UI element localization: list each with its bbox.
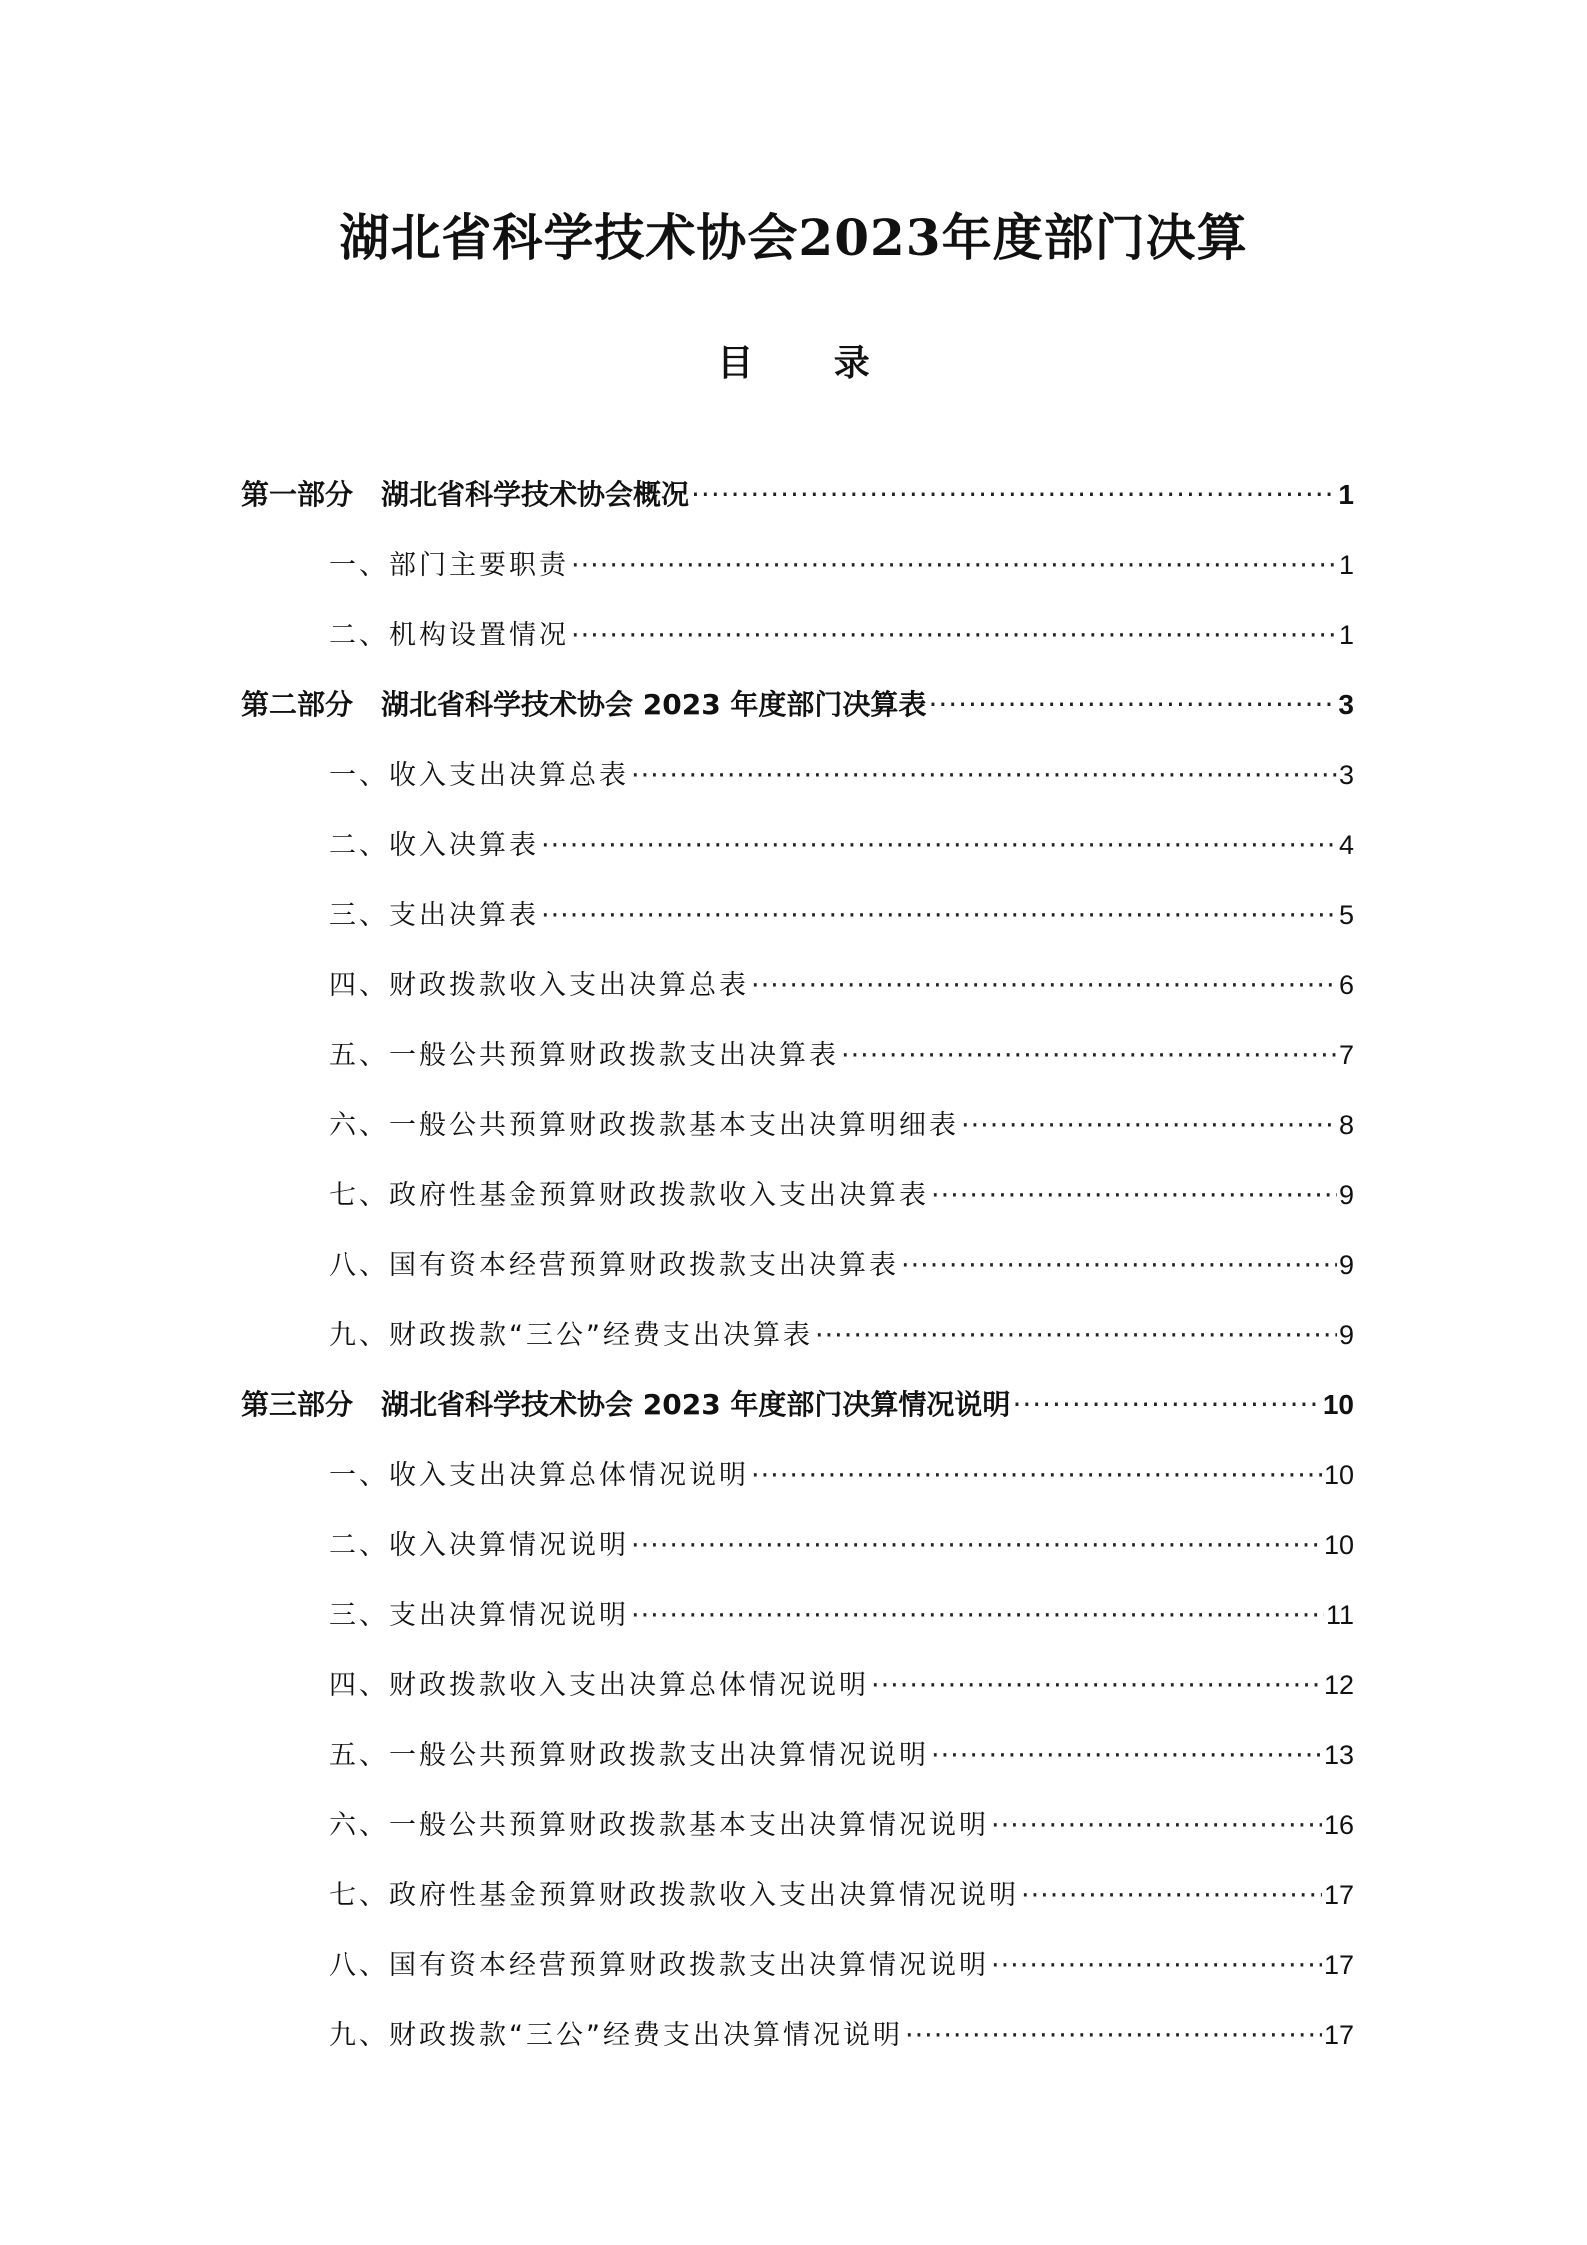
- toc-entry-label: 八、国有资本经营预算财政拨款支出决算情况说明: [329, 1950, 989, 1981]
- toc-dot-leader: [871, 1651, 1322, 1721]
- toc-entry[interactable]: [241, 530, 1354, 600]
- toc-dot-leader: [631, 1581, 1324, 1651]
- toc-dot-leader: [1021, 1861, 1322, 1931]
- toc-dot-leader: [541, 881, 1337, 951]
- toc-entry[interactable]: [241, 1300, 1354, 1370]
- toc-entry[interactable]: [241, 1020, 1354, 1090]
- toc-dot-leader: [815, 1301, 1337, 1371]
- toc-entry-label: 三、支出决算表: [329, 900, 539, 931]
- toc-page-number: 6: [1338, 970, 1354, 1000]
- toc-dot-leader: [991, 1791, 1322, 1861]
- toc-entry-label: 二、收入决算情况说明: [329, 1530, 629, 1561]
- toc-entry[interactable]: [241, 950, 1354, 1020]
- toc-page-number: 10: [1323, 1530, 1354, 1560]
- toc-page-number: 1: [1338, 550, 1354, 580]
- toc-entry-label: 九、财政拨款“三公”经费支出决算表: [329, 1320, 813, 1351]
- toc-page-number: 17: [1323, 2020, 1354, 2050]
- toc-dot-leader: [991, 1931, 1322, 2001]
- toc-page-number: 12: [1323, 1670, 1354, 1700]
- toc-entry-label: 七、政府性基金预算财政拨款收入支出决算表: [329, 1180, 929, 1211]
- toc-entry[interactable]: [241, 740, 1354, 810]
- toc-page-number: 5: [1338, 900, 1354, 930]
- toc-entry[interactable]: [241, 1160, 1354, 1230]
- toc-entry-label: 四、财政拨款收入支出决算总体情况说明: [329, 1670, 869, 1701]
- toc-page-number: 16: [1323, 1810, 1354, 1840]
- toc-entry-label: 三、支出决算情况说明: [329, 1600, 629, 1631]
- toc-dot-leader: [631, 741, 1337, 811]
- toc-page-number: 17: [1323, 1880, 1354, 1910]
- toc-entry[interactable]: [241, 1650, 1354, 1720]
- toc-dot-leader: [751, 1441, 1322, 1511]
- toc-page-number: 10: [1322, 1389, 1354, 1420]
- toc-page-number: 7: [1338, 1040, 1354, 1070]
- toc-entry-part-3[interactable]: [241, 1370, 1354, 1440]
- toc-entry-label: 六、一般公共预算财政拨款基本支出决算明细表: [329, 1110, 959, 1141]
- toc-dot-leader: [691, 460, 1336, 530]
- toc-entry-label: 一、收入支出决算总表: [329, 760, 629, 791]
- toc-entry-label: 八、国有资本经营预算财政拨款支出决算表: [329, 1250, 899, 1281]
- toc-entry[interactable]: [241, 1720, 1354, 1790]
- toc-entry-label: 五、一般公共预算财政拨款支出决算情况说明: [329, 1740, 929, 1771]
- toc-entry-label: 二、收入决算表: [329, 830, 539, 861]
- toc-heading: 目 录: [717, 343, 904, 384]
- toc-dot-leader: [1012, 1370, 1320, 1440]
- toc-page-number: 3: [1338, 689, 1354, 720]
- toc-page-number: 3: [1338, 760, 1354, 790]
- toc-entry[interactable]: [241, 810, 1354, 880]
- table-of-contents: [241, 460, 1354, 2070]
- toc-dot-leader: [961, 1091, 1337, 1161]
- toc-dot-leader: [901, 1231, 1337, 1301]
- toc-page-number: 9: [1338, 1320, 1354, 1350]
- toc-entry[interactable]: [241, 1090, 1354, 1160]
- toc-dot-leader: [751, 951, 1337, 1021]
- toc-entry-part-1[interactable]: [241, 460, 1354, 530]
- toc-entry[interactable]: [241, 1860, 1354, 1930]
- toc-entry-part-2[interactable]: [241, 670, 1354, 740]
- toc-entry-label: 九、财政拨款“三公”经费支出决算情况说明: [329, 2020, 903, 2051]
- toc-entry[interactable]: [241, 880, 1354, 950]
- toc-entry[interactable]: [241, 2000, 1354, 2070]
- toc-entry-label: 七、政府性基金预算财政拨款收入支出决算情况说明: [329, 1880, 1019, 1911]
- toc-dot-leader: [905, 2001, 1322, 2071]
- toc-dot-leader: [841, 1021, 1337, 1091]
- toc-page-number: 4: [1338, 830, 1354, 860]
- toc-entry-label: 第三部分 湖北省科学技术协会 2023 年度部门决算情况说明: [241, 1388, 1011, 1421]
- toc-page-number: 1: [1338, 620, 1354, 650]
- toc-dot-leader: [931, 1161, 1337, 1231]
- toc-page-number: 13: [1323, 1740, 1354, 1770]
- toc-entry-label: 第二部分 湖北省科学技术协会 2023 年度部门决算表: [241, 688, 927, 721]
- toc-page-number: 9: [1338, 1180, 1354, 1210]
- toc-dot-leader: [631, 1511, 1322, 1581]
- toc-page-number: 1: [1338, 479, 1354, 510]
- toc-entry-label: 一、部门主要职责: [329, 550, 569, 581]
- toc-dot-leader: [928, 670, 1336, 740]
- toc-entry-label: 四、财政拨款收入支出决算总表: [329, 970, 749, 1001]
- toc-page-number: 11: [1325, 1600, 1354, 1630]
- toc-entry-label: 五、一般公共预算财政拨款支出决算表: [329, 1040, 839, 1071]
- toc-entry[interactable]: [241, 1790, 1354, 1860]
- toc-entry-label: 一、收入支出决算总体情况说明: [329, 1460, 749, 1491]
- toc-dot-leader: [571, 601, 1337, 671]
- document-title: 湖北省科学技术协会2023年度部门决算: [339, 208, 1248, 267]
- toc-entry[interactable]: [241, 1930, 1354, 2000]
- toc-page-number: 17: [1323, 1950, 1354, 1980]
- toc-page-number: 10: [1323, 1460, 1354, 1490]
- toc-entry[interactable]: [241, 1230, 1354, 1300]
- toc-page-number: 9: [1338, 1250, 1354, 1280]
- toc-dot-leader: [931, 1721, 1322, 1791]
- toc-dot-leader: [571, 531, 1337, 601]
- toc-entry[interactable]: [241, 1510, 1354, 1580]
- toc-entry-label: 六、一般公共预算财政拨款基本支出决算情况说明: [329, 1810, 989, 1841]
- toc-entry-label: 第一部分 湖北省科学技术协会概况: [241, 478, 690, 511]
- toc-entry[interactable]: [241, 1580, 1354, 1650]
- toc-page-number: 8: [1338, 1110, 1354, 1140]
- toc-entry[interactable]: [241, 1440, 1354, 1510]
- toc-dot-leader: [541, 811, 1337, 881]
- toc-entry[interactable]: [241, 600, 1354, 670]
- toc-entry-label: 二、机构设置情况: [329, 620, 569, 651]
